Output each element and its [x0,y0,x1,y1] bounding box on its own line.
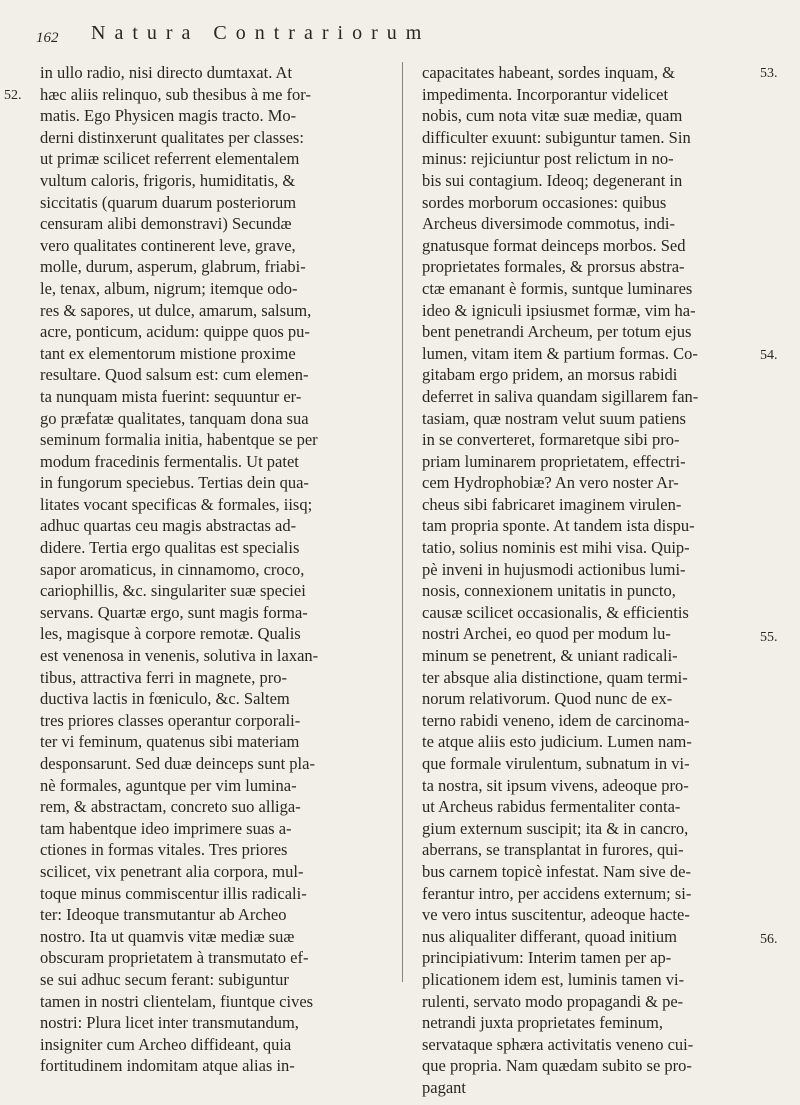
text-line: molle, durum, asperum, glabrum, friabi- [40,257,306,277]
text-line: vultum caloris, frigoris, humiditatis, & [40,170,296,190]
text-line: matis. Ego Physicen magis tracto. Mo- [40,106,297,126]
text-line: nus aliqualiter differant, quoad initium [422,926,677,946]
margin-number: 54. [760,348,778,363]
text-line: tam habentque ideo imprimere suas a- [40,818,292,838]
text-line: resultare. Quod salsum est: cum elemen- [40,365,309,385]
text-line: hæc aliis relinquo, sub thesibus à me for- [40,84,311,104]
text-line: res & sapores, ut dulce, amarum, salsum, [40,300,312,320]
text-line: aberrans, se transplantat in furores, qui- [422,840,684,860]
text-line: obscuram proprietatem à transmutato ef- [40,948,309,968]
text-line: gitabam ergo pridem, an morsus rabidi [422,365,678,385]
text-line: les, magisque à corpore remotæ. Qualis [40,624,301,644]
text-line: in ullo radio, nisi directo dumtaxat. At [40,63,293,82]
text-line: te atque aliis esto judicium. Lumen nam- [422,732,692,752]
text-line: cheus sibi fabricaret imaginem virulen- [422,494,682,514]
text-line: tatio, solius nominis est mihi visa. Quip- [422,538,690,558]
text-line: Archeus diversimode commotus, indi- [422,214,675,234]
text-line: plicationem idem est, luminis tamen vi- [422,969,685,989]
text-line: ter absque alia distinctione, quam termi- [422,667,688,687]
text-line: in fungorum speciebus. Tertias dein qua- [40,473,309,493]
text-line: difficulter exuunt: subiguntur tamen. Sin [422,127,691,147]
text-line: causæ scilicet occasionalis, & efficientis [422,602,689,622]
text-line: est venenosa in venenis, solutiva in laxan- [40,646,319,666]
text-line: tam propria sponte. At tandem ista dispu- [422,516,695,536]
text-line: gnatusque format deinceps morbos. Sed [422,235,686,255]
text-line: fortitudinem indomitam atque alias in- [40,1056,295,1076]
text-line: sordes morborum occasiones: quibus [422,192,667,212]
text-line: ductiva lactis in fœniculo, &c. Saltem [40,689,290,709]
text-line: ter: Ideoque transmutantur ab Archeo [40,905,287,925]
text-line: minus: rejiciuntur post relictum in no- [422,149,674,169]
text-line: principiativum: Interim tamen per ap- [422,948,672,968]
text-line: deferret in saliva quandam sigillarem fan- [422,386,699,406]
text-line: que formale virulentum, subnatum in vi- [422,754,690,773]
text-line: gium externum suscipit; ita & in cancro, [422,818,689,838]
text-line: adhuc quartas ceu magis abstractas ad- [40,516,297,536]
text-line: desponsarunt. Sed duæ deinceps sunt pla- [40,754,315,773]
left-text-column [40,62,384,1077]
text-line: le, tenax, album, nigrum; itemque odo- [40,278,298,298]
text-line: proprietates formales, & prorsus abstra- [422,257,685,277]
text-line: ut Archeus rabidus fermentaliter conta- [422,797,681,817]
text-line: cem Hydrophobiæ? An vero noster Ar- [422,473,679,493]
text-line: capacitates habeant, sordes inquam, & [422,63,675,82]
text-line: tres priores classes operantur corporali- [40,710,301,730]
text-line: seminum formalia initia, habentque se per [40,430,318,450]
text-line: nosis, connexionem unitatis in puncto, [422,581,676,601]
text-line: cariophillis, &c. singulariter suæ speciei [40,581,306,601]
margin-number: 56. [760,932,778,947]
text-line: nè formales, aguntque per vim lumina- [40,775,297,795]
text-line: que propria. Nam quædam subito se pro- [422,1056,692,1076]
margin-number: 55. [760,630,778,645]
text-line: modum fracedinis fermentalis. Ut patet [40,451,299,471]
text-line: rulenti, servato modo propagandi & pe- [422,991,684,1011]
text-line: ut primæ scilicet referrent elementalem [40,149,300,169]
text-line: priam luminarem proprietatem, effectri- [422,451,686,471]
text-line: ter vi feminum, quatenus sibi materiam [40,732,300,752]
text-line: litates vocant specificas & formales, iisq; [40,494,313,514]
text-line: bent penetrandi Archeum, per totum ejus [422,322,692,342]
text-line: nostri: Plura licet inter transmutandum, [40,1013,299,1033]
text-line: netrandi juxta proprietates feminum, [422,1013,664,1033]
text-line: siccitatis (quarum duarum posteriorum [40,192,297,212]
page-number: 162 [36,30,59,46]
text-line: nostri Archei, eo quod per modum lu- [422,624,671,644]
text-line: ctæ emanant è formis, suntque luminares [422,278,693,298]
text-line: scilicet, vix penetrant alia corpora, mul- [40,861,304,881]
text-line: toque minus commiscentur illis radicali- [40,883,307,903]
text-line: nobis, cum nota vitæ suæ mediæ, quam [422,106,683,126]
text-line: bus carnem topicè infestat. Nam sive de- [422,861,691,881]
text-line: tant ex elementorum mistione proxime [40,343,296,363]
text-line: didere. Tertia ergo qualitas est specialis [40,538,300,558]
text-line: vero qualitates continerent leve, grave, [40,235,296,255]
text-line: ta nunquam mista fuerint: sequuntur er- [40,386,302,406]
margin-number: 52. [4,88,22,103]
text-line: terno rabidi veneno, idem de carcinoma- [422,710,690,730]
page-header [36,22,776,56]
text-line: ideo & igniculi ipsiusmet formæ, vim ha- [422,300,696,320]
text-line: censuram alibi demonstravi) Secundæ [40,214,292,234]
text-line: servataque sphæra activitatis veneno cui- [422,1034,694,1054]
text-line: se sui adhuc secum ferant: subiguntur [40,969,289,989]
text-line: acre, ponticum, acidum: quippe quos pu- [40,322,310,342]
text-line: lumen, vitam item & partium formas. Co- [422,343,698,363]
text-line: pagant [422,1077,466,1097]
text-line: pè inveni in hujusmodi actionibus lumi- [422,559,686,579]
text-line: in se converteret, formaretque sibi pro- [422,430,680,450]
text-line: servans. Quartæ ergo, sunt magis forma- [40,602,308,622]
text-line: bis sui contagium. Ideoq; degenerant in [422,170,683,190]
margin-number: 53. [760,66,778,81]
column-divider [402,62,403,982]
running-head: Natura Contrariorum [91,22,431,44]
text-line: ferantur intro, per accidens externum; si- [422,883,692,903]
text-line: insigniter cum Archeo diffideant, quia [40,1034,292,1054]
text-line: minum se penetrent, & uniant radicali- [422,646,678,666]
text-line: ta nostra, sit ipsum vivens, adeoque pro- [422,775,689,795]
text-line: norum relativorum. Quod nunc de ex- [422,689,673,709]
text-line: sapor aromaticus, in cinnamomo, croco, [40,559,305,579]
text-line: nostro. Ita ut quamvis vitæ mediæ suæ [40,926,295,946]
text-line: derni distinxerunt qualitates per classes: [40,127,304,147]
text-line: tibus, attractiva ferri in magnete, pro- [40,667,287,687]
text-line: tasiam, quæ nostram velut suum patiens [422,408,686,428]
text-line: tamen in nostri clientelam, fiuntque cives [40,991,314,1011]
text-line: rem, & abstractam, concreto suo alliga- [40,797,301,817]
text-line: go præfatæ qualitates, tanquam dona sua [40,408,309,428]
text-line: ctiones in formas vitales. Tres priores [40,840,288,860]
text-line: impedimenta. Incorporantur videlicet [422,84,669,104]
text-line: ve vero intus suscitentur, adeoque hacte- [422,905,690,925]
right-text-column [422,62,752,1099]
